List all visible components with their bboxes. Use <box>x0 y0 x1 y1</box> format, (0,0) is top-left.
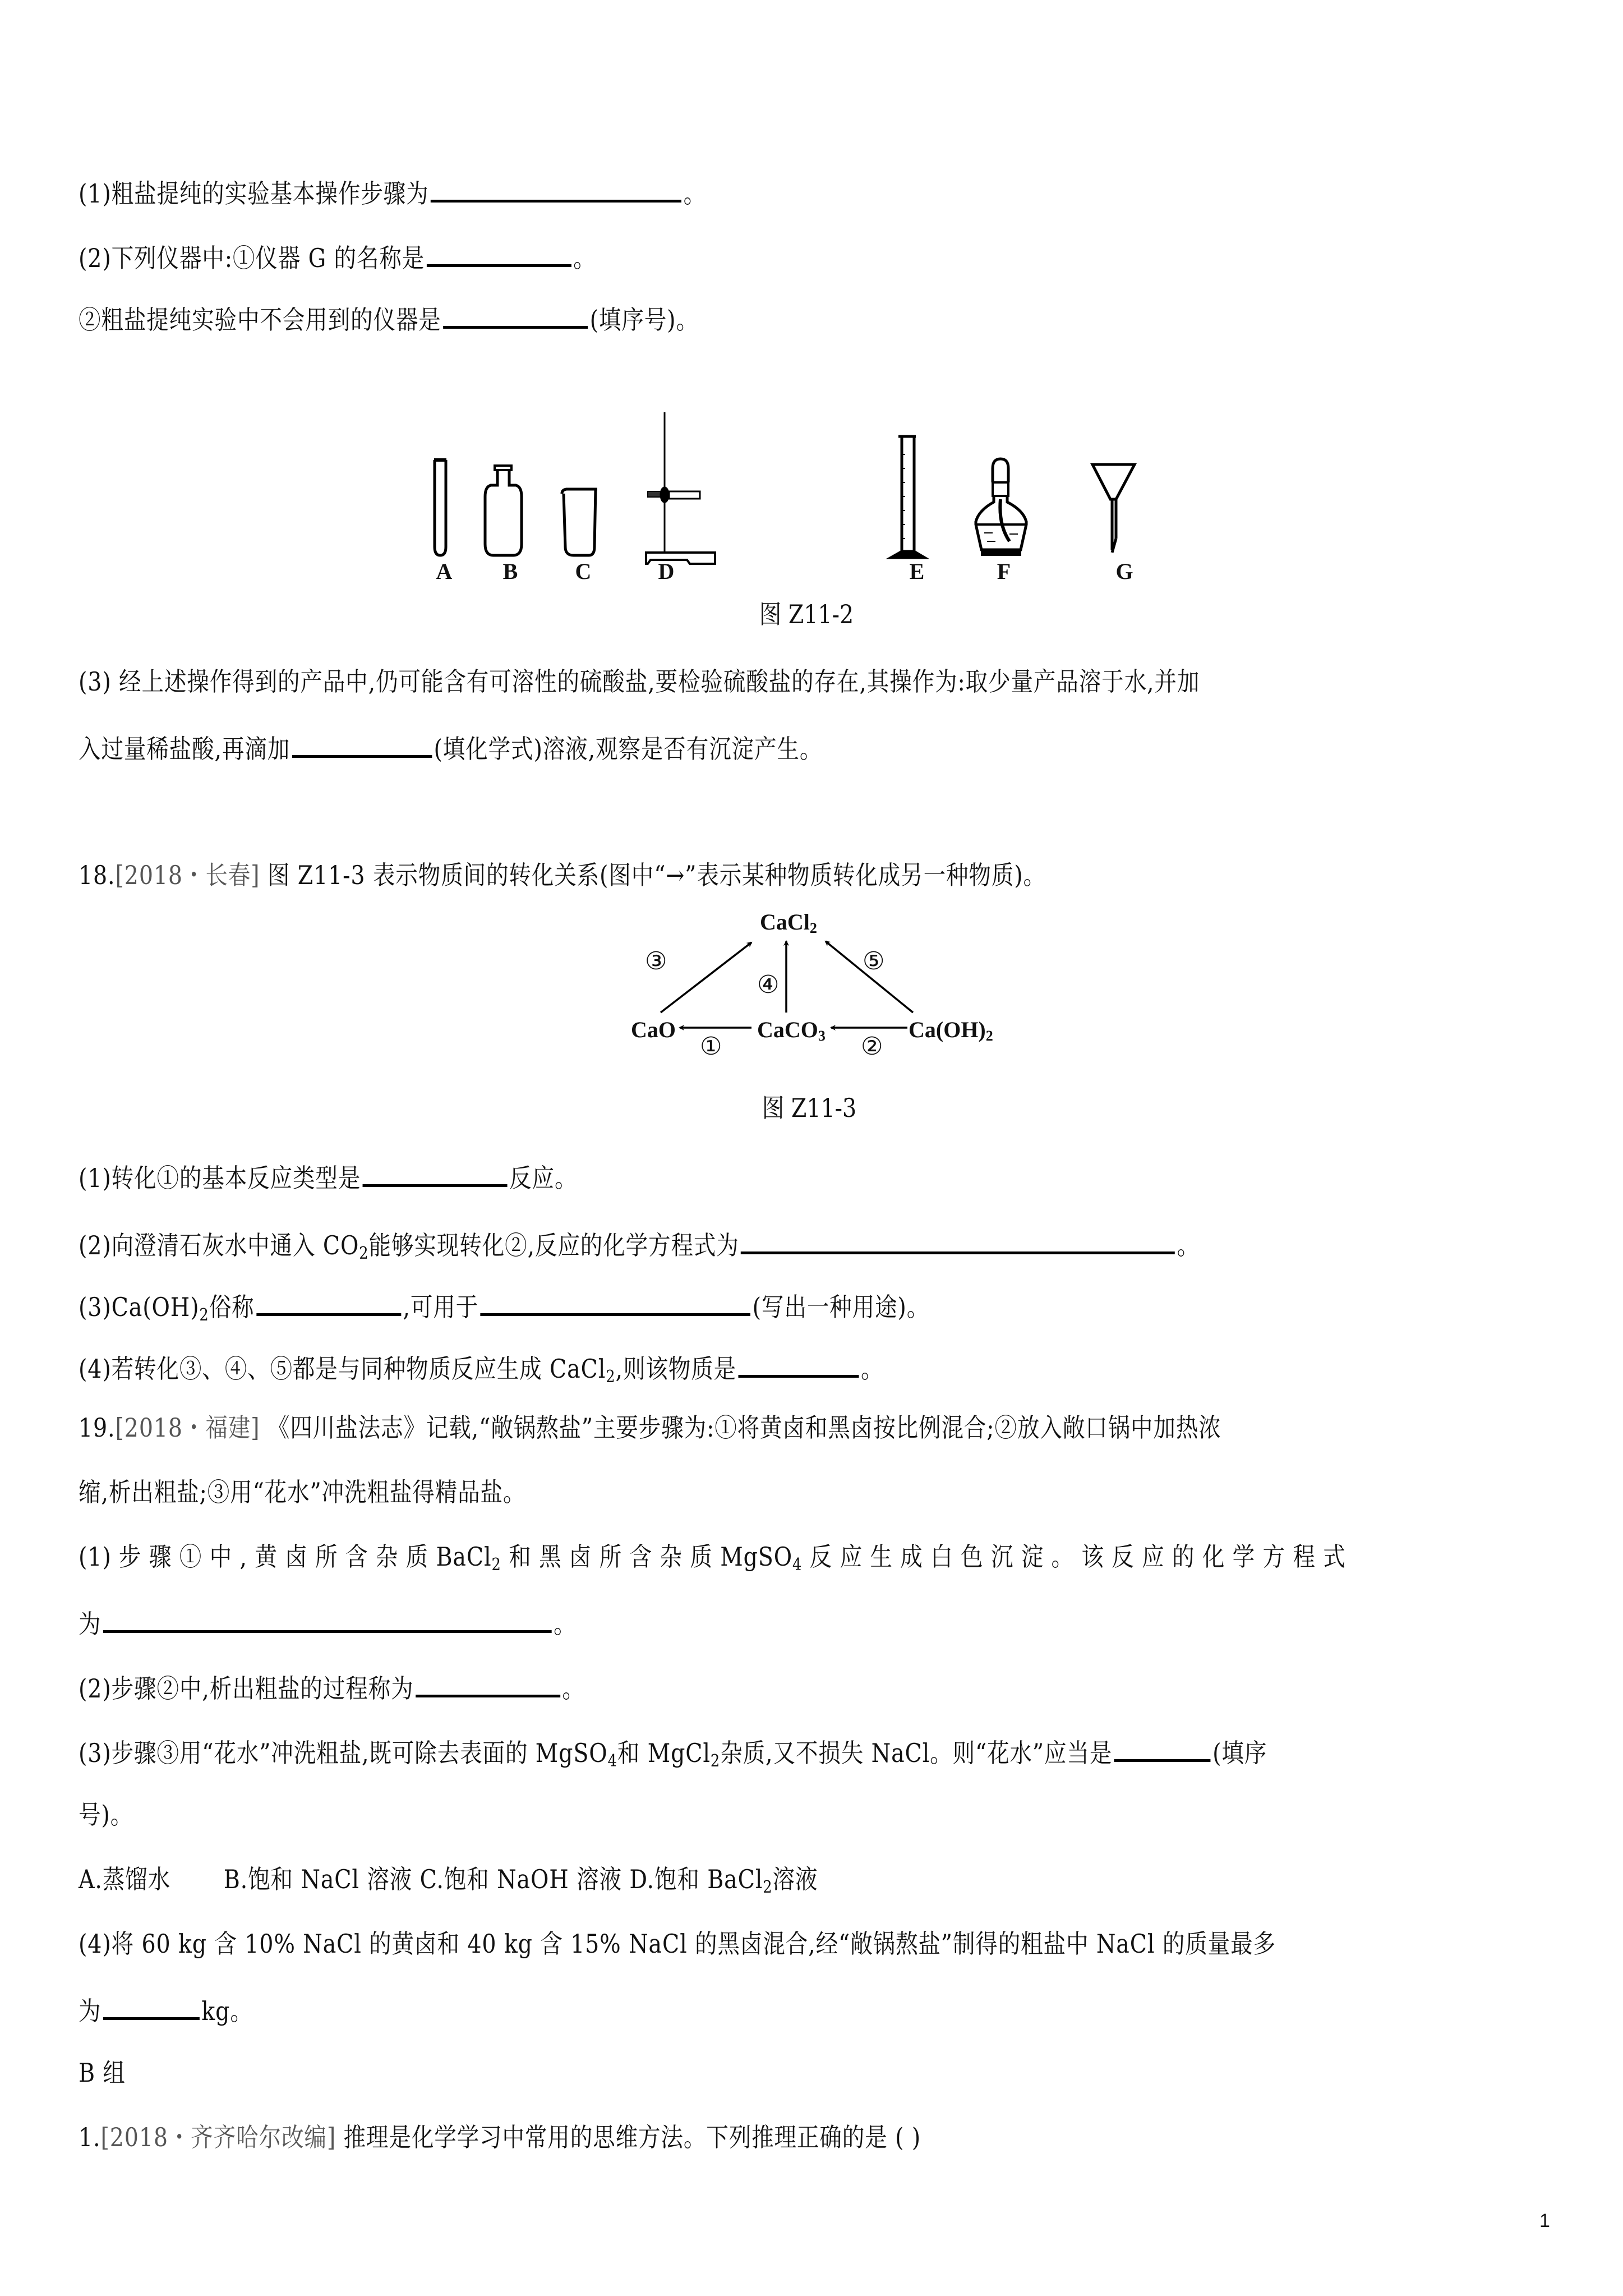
arrow-3 <box>661 942 751 1013</box>
q19-part2: (2)步骤②中,析出粗盐的过程称为 。 <box>79 1669 585 1705</box>
instrument-label-b: B <box>502 559 518 584</box>
instrument-label-c: C <box>575 559 592 584</box>
instrument-label-a: A <box>436 559 453 584</box>
q19-stem-line2: 缩,析出粗盐;③用“花水”冲洗粗盐得精品盐。 <box>79 1477 526 1507</box>
source-tag: [2018・福建] <box>115 1412 260 1443</box>
q18-part1: (1)转化①的基本反应类型是 反应。 <box>79 1158 577 1195</box>
q18-stem: 18.[2018・长春] 图 Z11-3 表示物质间的转化关系(图中“→”表示某种物质转化成另一种物质)。 <box>79 860 1046 890</box>
option-c[interactable]: C.饱和 NaOH 溶液 <box>419 1864 622 1894</box>
q19-options <box>79 1862 818 1896</box>
instrument-label-e: E <box>909 559 925 584</box>
label-1: ① <box>700 1032 722 1061</box>
answer-blank[interactable] <box>427 238 571 267</box>
option-d[interactable]: D.饱和 BaCl$_2$溶液 <box>629 1864 818 1897</box>
node-cacl2: CaCl$_2$ <box>760 909 817 936</box>
q19-part1-line1: (1) 步 骤 ① 中 , 黄 卤 所 含 杂 质 BaCl$_2$ 和 黑 卤 所 含 杂 质 MgSO$_4$ 反 应 生 成 白 色 沉 淀 。 该 反 应 的 化 学 方 程 式 <box>79 1542 1346 1575</box>
test-tube-icon <box>434 460 446 555</box>
label-4: ④ <box>757 970 780 999</box>
instrument-label-g: G <box>1115 559 1133 584</box>
conversion-arrows <box>589 898 1066 1083</box>
answer-blank[interactable] <box>416 1669 560 1697</box>
q17-part2: (2)下列仪器中:①仪器 G 的名称是 。 <box>79 238 596 275</box>
q19-part1-line2: 为 。 <box>79 1604 577 1641</box>
figure-caption-z11-3: 图 Z11-3 <box>762 1093 857 1123</box>
label-3: ③ <box>645 947 667 976</box>
answer-blank[interactable] <box>1114 1733 1211 1762</box>
option-b[interactable]: B.饱和 NaCl 溶液 <box>223 1864 413 1894</box>
node-cao: CaO <box>631 1017 676 1042</box>
label-5: ⑤ <box>863 947 885 976</box>
answer-blank[interactable] <box>443 300 588 329</box>
figure-caption-z11-2: 图 Z11-2 <box>759 599 854 629</box>
instrument-label-d: D <box>658 559 675 584</box>
answer-blank[interactable] <box>363 1158 508 1187</box>
bottle-icon <box>485 466 522 555</box>
source-tag: [2018・长春] <box>115 860 260 890</box>
q18-part4: (4)若转化③、④、⑤都是与同种物质反应生成 CaCl$_2$,则该物质是 。 <box>79 1349 883 1386</box>
q19-part4-line1: (4)将 60 kg 含 10% NaCl 的黄卤和 40 kg 含 15% NaCl 的黑卤混合,经“敞锅熬盐”制得的粗盐中 NaCl 的质量最多 <box>79 1929 1276 1959</box>
instrument-label-f: F <box>997 559 1011 584</box>
q18-part3: $(3)Ca(OH)_2$俗称 ,可用于 (写出一种用途)。 <box>79 1287 929 1324</box>
instruments-figure <box>415 404 1234 578</box>
answer-blank[interactable] <box>481 1287 751 1316</box>
q19-stem-line1: 19.[2018・福建] 《四川盐法志》记载,“敞锅熬盐”主要步骤为:①将黄卤和黑卤按比例混合;②放入敞口锅中加热浓 <box>79 1412 1221 1443</box>
answer-blank[interactable] <box>103 1604 552 1633</box>
answer-blank[interactable] <box>741 1226 1175 1254</box>
source-tag: [2018・齐齐哈尔改编] <box>100 2122 336 2152</box>
q17-part1: (1)粗盐提纯的实验基本操作步骤为 。 <box>79 174 706 210</box>
answer-blank[interactable] <box>103 1991 200 2020</box>
group-b-heading: B 组 <box>79 2058 126 2088</box>
q19-part4-line2: 为 kg。 <box>79 1991 253 2028</box>
answer-blank[interactable] <box>256 1287 401 1316</box>
node-caco3: CaCO$_3$ <box>757 1017 826 1044</box>
label-2: ② <box>861 1032 883 1061</box>
q19-part3-line1: (3)步骤③用“花水”冲洗粗盐,既可除去表面的 MgSO$_4$和 MgCl$_2$杂质,又不损失 NaCl。则“花水”应当是 (填序 <box>79 1733 1267 1770</box>
alcohol-lamp-icon <box>976 459 1026 555</box>
beaker-icon <box>562 489 597 555</box>
funnel-icon <box>1092 464 1135 553</box>
option-a[interactable]: A.蒸馏水 <box>79 1864 171 1894</box>
group-b-q1-stem: 1.[2018・齐齐哈尔改编] 推理是化学学习中常用的思维方法。下列推理正确的是 ( ) <box>79 2122 921 2152</box>
page-number: 1 <box>1539 2210 1550 2231</box>
answer-blank[interactable] <box>292 729 432 758</box>
q17-part3-line1: (3) 经上述操作得到的产品中,仍可能含有可溶性的硫酸盐,要检验硫酸盐的存在,其操作为:取少量产品溶于水,并加 <box>79 666 1200 697</box>
answer-blank[interactable] <box>739 1349 859 1378</box>
iron-stand-icon <box>646 412 715 564</box>
q18-part2: (2)向澄清石灰水中通入 $CO_2$能够实现转化②,反应的化学方程式为 。 <box>79 1226 1200 1262</box>
q17-part3-line2: 入过量稀盐酸,再滴加 (填化学式)溶液,观察是否有沉淀产生。 <box>79 729 822 766</box>
node-caoh2: $Ca(OH)_2$ <box>909 1017 993 1044</box>
graduated-cylinder-icon <box>889 436 926 558</box>
q19-part3-line2: 号)。 <box>79 1800 133 1830</box>
answer-blank[interactable] <box>431 174 681 203</box>
q17-part2b: ②粗盐提纯实验中不会用到的仪器是 (填序号)。 <box>79 300 699 337</box>
